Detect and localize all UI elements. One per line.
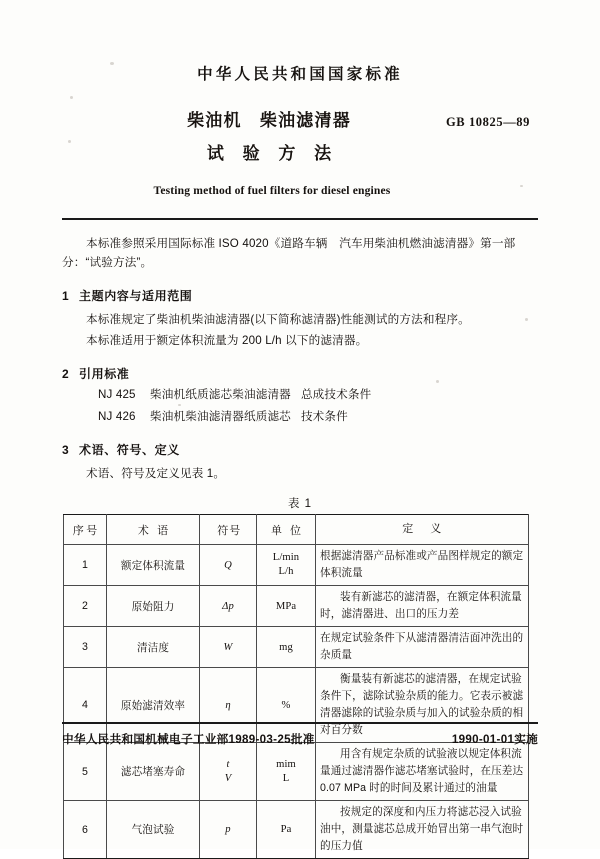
table-caption: 表 1: [287, 498, 313, 510]
cell-no: 2: [64, 586, 107, 627]
cell-symbol: p: [200, 801, 257, 859]
cell-symbol: η: [200, 668, 257, 743]
cell-symbol: Q: [200, 545, 257, 586]
reference-item: [98, 385, 538, 404]
table-row: [64, 545, 529, 586]
reference-code: NJ 426: [98, 410, 136, 423]
cell-definition: 衡量装有新滤芯的滤清器，在规定试验条件下，滤除试验杂质的能力。它表示被滤清器滤除的试验杂质与加入的试验杂质的相对百分数: [316, 668, 529, 743]
footer-row: [62, 731, 538, 747]
reference-item: [98, 407, 538, 426]
table-row: [64, 801, 529, 859]
cell-no: 4: [64, 668, 107, 743]
cell-unit: %: [257, 668, 316, 743]
reference-suffix: 技术条件: [300, 410, 348, 423]
table-header-row: [64, 515, 529, 545]
section-title-3: 术语、符号、定义: [79, 443, 180, 457]
cell-symbol-line-1: t: [226, 758, 230, 770]
section-3-paragraph-1: 术语、符号及定义见表 1。: [86, 467, 226, 480]
cell-symbol-line-2: V: [224, 772, 232, 784]
table-row: [64, 586, 529, 627]
column-header-symbol: 符号: [200, 515, 257, 545]
cell-definition: 用含有规定杂质的试验液以规定体积流量通过滤清器作滤芯堵塞试验时，在压差达 0.07 MPa 时的时间及累计通过的油量: [316, 743, 529, 801]
section-1-paragraph-2: 本标准适用于额定体积流量为 200 L/h 以下的滤清器。: [86, 334, 368, 347]
cell-unit-line-1: mim: [276, 758, 296, 770]
cell-unit: mg: [257, 627, 316, 668]
national-standard-title: 中华人民共和国国家标准: [197, 66, 403, 83]
document-body: [62, 26, 538, 852]
cell-unit-line-2: L: [282, 772, 290, 784]
reference-code: NJ 425: [98, 388, 136, 401]
section-number-2: 2: [62, 367, 70, 381]
section-heading-3: [62, 441, 538, 458]
standard-number: GB 10825—89: [445, 115, 530, 129]
cell-no: 6: [64, 801, 107, 859]
terms-table: [63, 514, 529, 859]
section-title-1: 主题内容与适用范围: [79, 289, 193, 303]
cell-definition: 根据滤清器产品标准或产品图样规定的额定体积流量: [316, 545, 529, 586]
footer-divider: [62, 722, 538, 724]
cell-no: 1: [64, 545, 107, 586]
cell-definition: 在规定试验条件下从滤清器清洁面冲洗出的杂质量: [316, 627, 529, 668]
cell-unit-line-1: L/min: [272, 552, 300, 563]
cell-definition: 按规定的深度和内压力将滤芯浸入试验油中，测量滤芯总成开始冒出第一串气泡时的压力值: [316, 801, 529, 859]
cell-unit: [257, 545, 316, 586]
section-number-1: 1: [62, 289, 70, 303]
title-block: [62, 106, 538, 164]
reference-title: 柴油机柴油滤清器纸质滤芯: [150, 410, 291, 423]
reference-title: 柴油机纸质滤芯柴油滤清器: [150, 388, 291, 401]
cell-term: 额定体积流量: [107, 545, 200, 586]
cell-term: 气泡试验: [107, 801, 200, 859]
cell-unit-line-2: L/h: [278, 566, 294, 577]
column-header-term: 术 语: [107, 515, 200, 545]
cell-term: 清洁度: [107, 627, 200, 668]
document-title-line-2: 试 验 方 法: [206, 144, 339, 163]
table-row: [64, 627, 529, 668]
cell-term: 原始滤清效率: [107, 668, 200, 743]
column-header-no: 序号: [64, 515, 107, 545]
cell-definition: 装有新滤芯的滤清器，在额定体积流量时，滤清器进、出口的压力差: [316, 586, 529, 627]
cell-symbol: Δp: [200, 586, 257, 627]
section-1-paragraph-1: 本标准规定了柴油机柴油滤清器(以下简称滤清器)性能测试的方法和程序。: [86, 313, 470, 326]
cell-symbol: W: [200, 627, 257, 668]
cell-term: 原始阻力: [107, 586, 200, 627]
cell-no: 3: [64, 627, 107, 668]
header-divider: [62, 218, 538, 220]
effective-date: 1990-01-01实施: [451, 733, 538, 746]
table-row: [64, 743, 529, 801]
section-heading-1: [62, 287, 538, 304]
cell-term: 滤芯堵塞寿命: [107, 743, 200, 801]
page-footer: [62, 722, 538, 747]
cell-unit: [257, 743, 316, 801]
english-title: Testing method of fuel filters for diesel engines: [153, 184, 391, 197]
intro-paragraph: 本标准参照采用国际标准 ISO 4020《道路车辆 汽车用柴油机燃油滤清器》第一部分：“试验方法”。: [62, 237, 516, 269]
reference-suffix: 总成技术条件: [300, 388, 372, 401]
column-header-unit: 单 位: [257, 515, 316, 545]
section-title-2: 引用标准: [79, 367, 130, 381]
column-header-definition: 定 义: [316, 515, 529, 545]
cell-unit: MPa: [257, 586, 316, 627]
approval-text: 中华人民共和国机械电子工业部1989-03-25批准: [62, 733, 315, 746]
document-title-line-1: 柴油机 柴油滤清器: [187, 111, 351, 130]
cell-symbol: [200, 743, 257, 801]
section-number-3: 3: [62, 443, 70, 457]
cell-no: 5: [64, 743, 107, 801]
cell-unit: Pa: [257, 801, 316, 859]
section-heading-2: [62, 365, 538, 382]
